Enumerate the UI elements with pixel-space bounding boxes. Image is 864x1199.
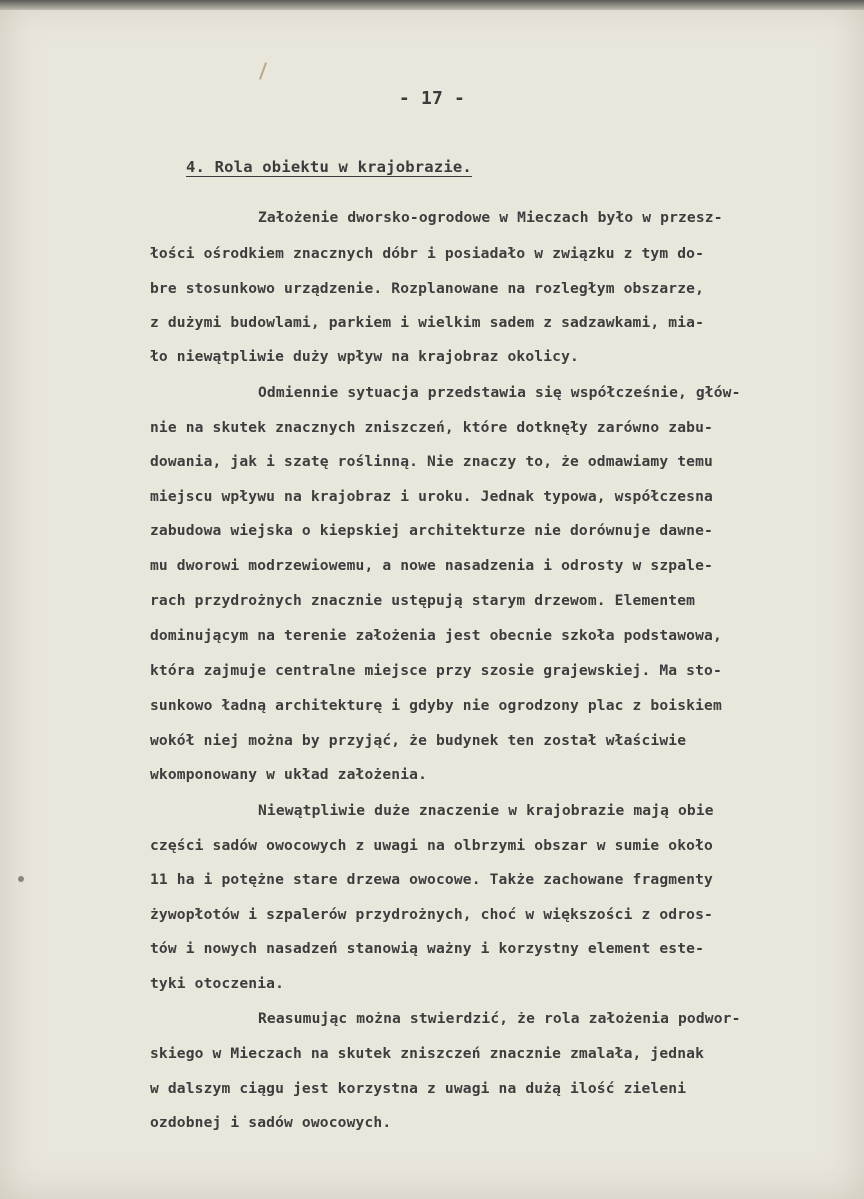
text-line: części sadów owocowych z uwagi na olbrzymi obszar w sumie około bbox=[150, 837, 713, 854]
scan-top-edge bbox=[0, 0, 864, 10]
section-heading: 4. Rola obiektu w krajobrazie. bbox=[186, 158, 472, 176]
text-line: która zajmuje centralne miejsce przy szosie grajewskiej. Ma sto- bbox=[150, 662, 722, 679]
text-line: z dużymi budowlami, parkiem i wielkim sadem z sadzawkami, mia- bbox=[150, 314, 705, 331]
text-line: dowania, jak i szatę roślinną. Nie znaczy to, że odmawiamy temu bbox=[150, 453, 713, 470]
text-line: wokół niej można by przyjąć, że budynek ten został właściwie bbox=[150, 732, 687, 749]
text-line: w dalszym ciągu jest korzystna z uwagi na dużą ilość zieleni bbox=[150, 1080, 687, 1097]
text-line: łości ośrodkiem znacznych dóbr i posiadało w związku z tym do- bbox=[150, 245, 705, 262]
text-line: skiego w Mieczach na skutek zniszczeń znacznie zmalała, jednak bbox=[150, 1045, 705, 1062]
text-line: dominującym na terenie założenia jest obecnie szkoła podstawowa, bbox=[150, 627, 722, 644]
text-line: Założenie dworsko-ogrodowe w Mieczach było w przesz- bbox=[258, 209, 723, 226]
text-line: mu dworowi modrzewiowemu, a nowe nasadzenia i odrosty w szpale- bbox=[150, 557, 713, 574]
text-line: ozdobnej i sadów owocowych. bbox=[150, 1114, 392, 1131]
text-line: Odmiennie sytuacja przedstawia się współcześnie, głów- bbox=[258, 384, 741, 401]
text-line: miejscu wpływu na krajobraz i uroku. Jednak typowa, współczesna bbox=[150, 488, 713, 505]
text-line: bre stosunkowo urządzenie. Rozplanowane na rozległym obszarze, bbox=[150, 280, 705, 297]
text-line: zabudowa wiejska o kiepskiej architekturze nie dorównuje dawne- bbox=[150, 522, 713, 539]
text-line: sunkowo ładną architekturę i gdyby nie ogrodzony plac z boiskiem bbox=[150, 697, 722, 714]
page-number: - 17 - bbox=[398, 88, 466, 109]
text-line: żywopłotów i szpalerów przydrożnych, choć w większości z odros- bbox=[150, 906, 713, 923]
text-line: 11 ha i potężne stare drzewa owocowe. Także zachowane fragmenty bbox=[150, 871, 713, 888]
text-line: nie na skutek znacznych zniszczeń, które dotknęły zarówno zabu- bbox=[150, 419, 713, 436]
text-line: Niewątpliwie duże znaczenie w krajobrazie mają obie bbox=[258, 802, 714, 819]
text-line: tów i nowych nasadzeń stanowią ważny i korzystny element este- bbox=[150, 940, 705, 957]
text-line: wkomponowany w układ założenia. bbox=[150, 766, 428, 783]
margin-dot bbox=[18, 876, 24, 882]
text-line: rach przydrożnych znacznie ustępują starym drzewom. Elementem bbox=[150, 592, 696, 609]
text-line: tyki otoczenia. bbox=[150, 975, 285, 992]
pencil-mark bbox=[259, 62, 267, 80]
text-line: Reasumując można stwierdzić, że rola założenia podwor- bbox=[258, 1010, 741, 1027]
text-line: ło niewątpliwie duży wpływ na krajobraz okolicy. bbox=[150, 348, 579, 365]
